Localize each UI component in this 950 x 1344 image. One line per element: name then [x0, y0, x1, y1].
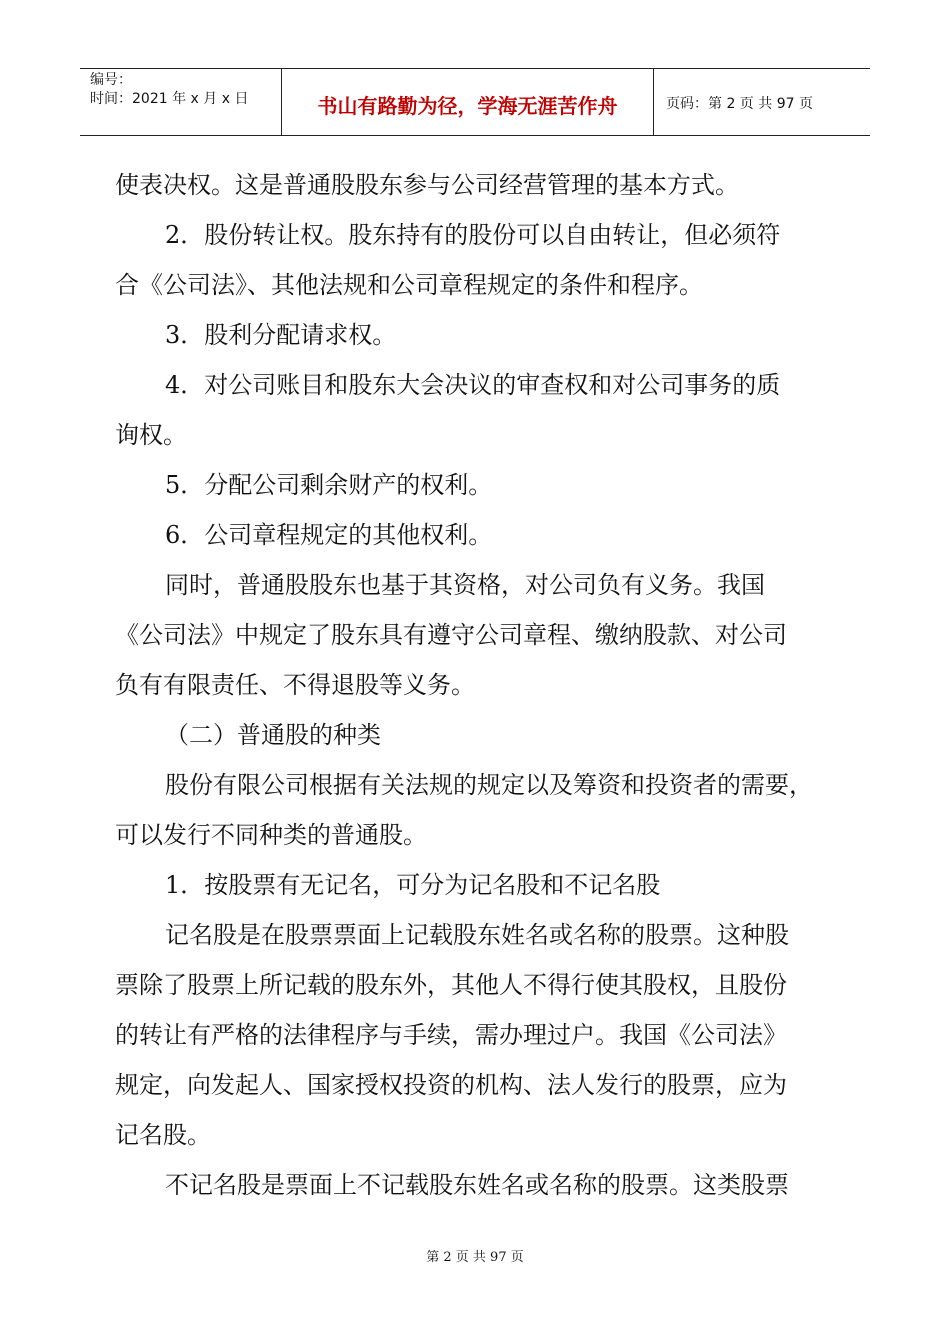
body-line: 《公司法》中规定了股东具有遵守公司章程、缴纳股款、对公司	[115, 621, 787, 649]
body-line: 4．对公司账目和股东大会决议的审查权和对公司事务的质	[165, 371, 781, 399]
header-motto: 书山有路勤为径，学海无涯苦作舟	[282, 69, 654, 135]
body-line: 负有有限责任、不得退股等义务。	[115, 671, 475, 699]
document-body	[115, 160, 840, 1210]
body-line: 票除了股票上所记载的股东外，其他人不得行使其股权，且股份	[115, 971, 787, 999]
body-line: 5．分配公司剩余财产的权利。	[165, 471, 493, 499]
page-footer: 第 2 页 共 97 页	[426, 1250, 524, 1265]
body-line: 记名股是在股票票面上记载股东姓名或名称的股票。这种股	[165, 921, 789, 949]
body-line: 3．股利分配请求权。	[165, 321, 397, 349]
body-line: 合《公司法》、其他法规和公司章程规定的条件和程序。	[115, 271, 703, 299]
document-date: 时间：2021 年 x 月 x 日	[90, 91, 249, 107]
page-header	[80, 68, 870, 136]
header-meta	[80, 69, 282, 135]
body-line: 股份有限公司根据有关法规的规定以及筹资和投资者的需要，	[165, 771, 813, 799]
document-number-label: 编号：	[90, 72, 132, 88]
section-heading: （二）普通股的种类	[165, 721, 381, 749]
body-line: 可以发行不同种类的普通股。	[115, 821, 427, 849]
body-line: 6．公司章程规定的其他权利。	[165, 521, 493, 549]
body-line: 使表决权。这是普通股股东参与公司经营管理的基本方式。	[115, 171, 739, 199]
body-line: 同时，普通股股东也基于其资格，对公司负有义务。我国	[165, 571, 765, 599]
body-line: 2．股份转让权。股东持有的股份可以自由转让，但必须符	[165, 221, 781, 249]
body-line: 规定，向发起人、国家授权投资的机构、法人发行的股票，应为	[115, 1071, 787, 1099]
body-line: 记名股。	[115, 1121, 211, 1149]
header-page-info: 页码：第 2 页 共 97 页	[666, 96, 813, 112]
body-line: 1．按股票有无记名，可分为记名股和不记名股	[165, 871, 661, 899]
body-line: 不记名股是票面上不记载股东姓名或名称的股票。这类股票	[165, 1171, 789, 1199]
body-line: 询权。	[115, 421, 187, 449]
body-line: 的转让有严格的法律程序与手续，需办理过户。我国《公司法》	[115, 1021, 787, 1049]
